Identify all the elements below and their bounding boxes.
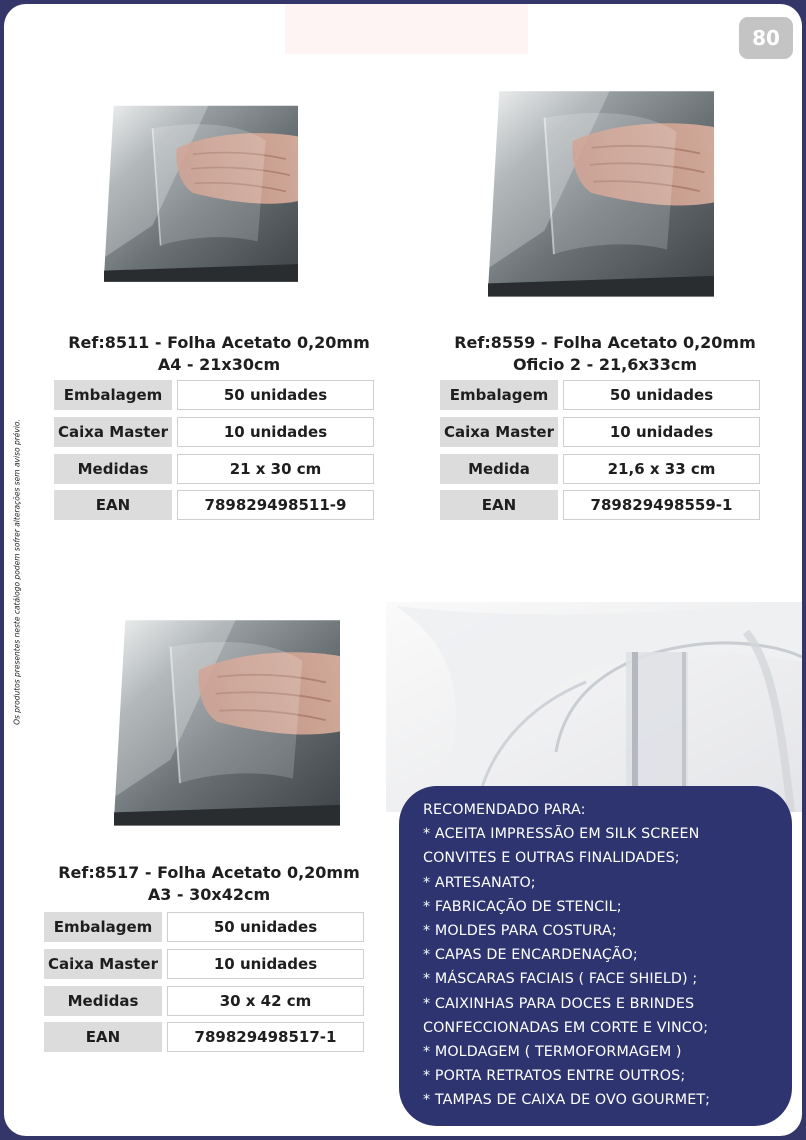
spec-row bbox=[54, 417, 374, 447]
spec-value: 10 unidades bbox=[563, 417, 760, 447]
product-8559-spec-table bbox=[440, 380, 760, 522]
product-title-line1: Ref:8559 - Folha Acetato 0,20mm bbox=[454, 333, 756, 352]
spec-label: Medidas bbox=[54, 454, 172, 484]
spec-row bbox=[44, 949, 366, 979]
spec-value: 50 unidades bbox=[167, 912, 364, 942]
recommended-line: * PORTA RETRATOS ENTRE OUTROS; bbox=[423, 1068, 686, 1085]
recommended-line: * TAMPAS DE CAIXA DE OVO GOURMET; bbox=[423, 1092, 711, 1109]
product-8517-title bbox=[44, 862, 374, 906]
product-title-line2: Oficio 2 - 21,6x33cm bbox=[512, 355, 698, 374]
spec-label: Embalagem bbox=[440, 380, 558, 410]
recommended-line: * CAIXINHAS PARA DOCES E BRINDES bbox=[423, 995, 695, 1012]
product-title-line1: Ref:8511 - Folha Acetato 0,20mm bbox=[68, 333, 370, 352]
product-8511-photo bbox=[104, 80, 298, 306]
spec-label: EAN bbox=[54, 490, 172, 520]
page-number-badge: 80 bbox=[739, 17, 793, 59]
product-8559-photo bbox=[488, 80, 714, 306]
product-8511-spec-table bbox=[54, 380, 374, 522]
spec-row bbox=[44, 986, 366, 1016]
recommended-line: RECOMENDADO PARA: bbox=[423, 802, 586, 818]
spec-label: Embalagem bbox=[54, 380, 172, 410]
header-band bbox=[285, 4, 528, 54]
spec-value: 10 unidades bbox=[177, 417, 374, 447]
recommended-line: * MOLDES PARA COSTURA; bbox=[423, 923, 617, 940]
spec-value: 789829498511-9 bbox=[177, 490, 374, 520]
spec-row bbox=[440, 454, 760, 484]
spec-row bbox=[440, 380, 760, 410]
spec-row bbox=[44, 1022, 366, 1052]
spec-value: 789829498517-1 bbox=[167, 1022, 364, 1052]
catalog-page bbox=[4, 4, 802, 1136]
spec-row bbox=[44, 912, 366, 942]
recommended-line: * FABRICAÇÃO DE STENCIL; bbox=[423, 898, 622, 915]
acetate-roll-image bbox=[386, 602, 802, 812]
spec-label: Medida bbox=[440, 454, 558, 484]
spec-row bbox=[440, 490, 760, 520]
spec-row bbox=[440, 417, 760, 447]
recommended-uses-panel bbox=[399, 786, 792, 1126]
spec-value: 50 unidades bbox=[177, 380, 374, 410]
spec-value: 21,6 x 33 cm bbox=[563, 454, 760, 484]
recommended-line: * MÁSCARAS FACIAIS ( FACE SHIELD) ; bbox=[423, 971, 698, 988]
spec-label: Embalagem bbox=[44, 912, 162, 942]
product-8517-spec-table bbox=[44, 912, 366, 1054]
recommended-line: * MOLDAGEM ( TERMOFORMAGEM ) bbox=[423, 1044, 682, 1061]
spec-label: Medidas bbox=[44, 986, 162, 1016]
product-title-line2: A3 - 30x42cm bbox=[147, 885, 271, 904]
spec-row bbox=[54, 380, 374, 410]
spec-label: EAN bbox=[44, 1022, 162, 1052]
spec-row bbox=[54, 490, 374, 520]
product-title-line1: Ref:8517 - Folha Acetato 0,20mm bbox=[58, 863, 360, 882]
product-8511-title bbox=[56, 332, 382, 376]
recommended-line: CONFECCIONADAS EM CORTE E VINCO; bbox=[423, 1019, 709, 1036]
spec-value: 10 unidades bbox=[167, 949, 364, 979]
recommended-line: * ARTESANATO; bbox=[423, 874, 536, 891]
product-title-line2: A4 - 21x30cm bbox=[157, 355, 281, 374]
product-8517-photo bbox=[114, 610, 340, 834]
spec-label: Caixa Master bbox=[54, 417, 172, 447]
spec-label: EAN bbox=[440, 490, 558, 520]
spec-value: 50 unidades bbox=[563, 380, 760, 410]
recommended-line: CONVITES E OUTRAS FINALIDADES; bbox=[423, 850, 680, 867]
spec-value: 21 x 30 cm bbox=[177, 454, 374, 484]
recommended-line: * ACEITA IMPRESSÃO EM SILK SCREEN bbox=[423, 826, 700, 843]
spec-value: 30 x 42 cm bbox=[167, 986, 364, 1016]
spec-row bbox=[54, 454, 374, 484]
spec-label: Caixa Master bbox=[440, 417, 558, 447]
recommended-line: * CAPAS DE ENCARDENAÇÃO; bbox=[423, 947, 638, 964]
product-8559-title bbox=[440, 332, 770, 376]
spec-label: Caixa Master bbox=[44, 949, 162, 979]
disclaimer-note: Os produtos presentes neste catálogo podem sofrer alterações sem aviso prévio. bbox=[12, 419, 22, 725]
spec-value: 789829498559-1 bbox=[563, 490, 760, 520]
